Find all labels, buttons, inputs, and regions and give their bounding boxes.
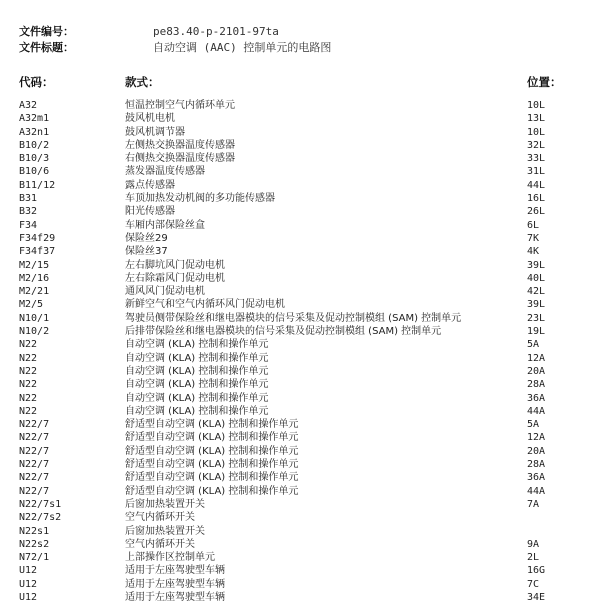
- table-row: [0, 139, 600, 152]
- model-cell: 鼓风机调节器: [125, 126, 185, 138]
- code-cell: N10/2: [19, 326, 50, 338]
- position-cell: 28A: [527, 379, 546, 391]
- code-cell: B31: [19, 193, 38, 205]
- code-cell: N22/7: [19, 459, 50, 471]
- code-cell: N22: [19, 365, 38, 377]
- table-row: [0, 525, 600, 538]
- table-row: [0, 99, 600, 112]
- doc-title-value: 自动空调 (AAC) 控制单元的电路图: [153, 41, 332, 54]
- model-cell: 自动空调 (KLA) 控制和操作单元: [125, 379, 269, 391]
- code-cell: N22/7: [19, 485, 50, 497]
- code-cell: N22s1: [19, 525, 50, 537]
- model-cell: 右侧热交换器温度传感器: [125, 153, 235, 165]
- code-cell: U12: [19, 578, 38, 590]
- table-row: [0, 511, 600, 524]
- position-cell: 4K: [527, 246, 540, 258]
- position-cell: 12A: [527, 352, 546, 364]
- code-cell: M2/15: [19, 259, 50, 271]
- table-row: [0, 458, 600, 471]
- table-row: [0, 338, 600, 351]
- code-cell: B10/3: [19, 153, 50, 165]
- model-cell: 舒适型自动空调 (KLA) 控制和操作单元: [125, 445, 299, 457]
- code-cell: M2/5: [19, 299, 44, 311]
- table-row: [0, 378, 600, 391]
- code-cell: N22/7: [19, 419, 50, 431]
- doc-title-label: 文件标题：: [19, 41, 74, 54]
- position-cell: 9A: [527, 538, 540, 550]
- model-cell: 蒸发器温度传感器: [125, 166, 205, 178]
- table-row: [0, 365, 600, 378]
- position-cell: 5A: [527, 339, 540, 351]
- code-cell: B11/12: [19, 179, 56, 191]
- code-cell: N22/7: [19, 432, 50, 444]
- position-cell: 16L: [527, 193, 546, 205]
- table-row: [0, 431, 600, 444]
- code-cell: U12: [19, 591, 38, 603]
- table-row: [0, 112, 600, 125]
- position-cell: 13L: [527, 113, 546, 125]
- code-cell: F34f29: [19, 232, 56, 244]
- code-cell: M2/21: [19, 286, 50, 298]
- table-row: [0, 485, 600, 498]
- model-cell: 舒适型自动空调 (KLA) 控制和操作单元: [125, 459, 299, 471]
- model-cell: 保险丝29: [125, 232, 168, 244]
- model-cell: 保险丝37: [125, 246, 168, 258]
- table-row: [0, 259, 600, 272]
- position-cell: 34E: [527, 591, 546, 603]
- column-header-code: 代码：: [19, 75, 54, 89]
- table-row: [0, 245, 600, 258]
- table-row: [0, 152, 600, 165]
- model-cell: 适用于左座驾驶型车辆: [125, 578, 225, 590]
- doc-number-label: 文件编号：: [19, 25, 74, 38]
- column-header-model: 款式：: [125, 75, 160, 89]
- position-cell: 39L: [527, 259, 546, 271]
- code-cell: B10/2: [19, 139, 50, 151]
- position-cell: 7A: [527, 498, 540, 510]
- table-row: [0, 285, 600, 298]
- position-cell: 26L: [527, 206, 546, 218]
- model-cell: 上部操作区控制单元: [125, 552, 215, 564]
- table-row: [0, 392, 600, 405]
- model-cell: 舒适型自动空调 (KLA) 控制和操作单元: [125, 419, 299, 431]
- table-row: [0, 591, 600, 604]
- model-cell: 适用于左座驾驶型车辆: [125, 591, 225, 603]
- table-row: [0, 272, 600, 285]
- table-row: [0, 126, 600, 139]
- model-cell: 车顶加热发动机阀的多功能传感器: [125, 193, 275, 205]
- model-cell: 左侧热交换器温度传感器: [125, 139, 235, 151]
- code-cell: N22: [19, 392, 38, 404]
- model-cell: 通风风门促动电机: [125, 286, 205, 298]
- table-row: [0, 564, 600, 577]
- code-cell: A32: [19, 100, 38, 111]
- table-row: [0, 578, 600, 591]
- table-row: [0, 405, 600, 418]
- code-cell: N22/7: [19, 445, 50, 457]
- model-cell: 自动空调 (KLA) 控制和操作单元: [125, 405, 269, 417]
- table-row: [0, 298, 600, 311]
- table-row: [0, 205, 600, 218]
- position-cell: 16G: [527, 565, 546, 577]
- position-cell: 40L: [527, 272, 546, 284]
- position-cell: 7K: [527, 232, 540, 244]
- table-row: [0, 179, 600, 192]
- model-cell: 舒适型自动空调 (KLA) 控制和操作单元: [125, 472, 299, 484]
- model-cell: 舒适型自动空调 (KLA) 控制和操作单元: [125, 432, 299, 444]
- position-cell: 12A: [527, 432, 546, 444]
- position-cell: 42L: [527, 286, 546, 298]
- table-row: [0, 418, 600, 431]
- model-cell: 露点传感器: [125, 179, 175, 191]
- table-row: [0, 219, 600, 232]
- doc-number-value: pe83.40-p-2101-97ta: [153, 25, 279, 38]
- code-cell: A32n1: [19, 126, 50, 138]
- code-cell: N72/1: [19, 552, 50, 564]
- table-row: [0, 325, 600, 338]
- code-cell: B10/6: [19, 166, 50, 178]
- position-cell: 44L: [527, 179, 546, 191]
- position-cell: 36A: [527, 392, 546, 404]
- code-cell: N22: [19, 405, 38, 417]
- code-cell: N22/7s1: [19, 498, 62, 510]
- code-cell: N22/7s2: [19, 512, 62, 524]
- position-cell: 19L: [527, 326, 546, 338]
- code-cell: F34: [19, 219, 38, 231]
- position-cell: 28A: [527, 459, 546, 471]
- table-row: [0, 192, 600, 205]
- code-cell: M2/16: [19, 272, 50, 284]
- model-cell: 空气内循环开关: [125, 512, 195, 524]
- table-row: [0, 551, 600, 564]
- model-cell: 后窗加热装置开关: [125, 498, 205, 510]
- table-row: [0, 352, 600, 365]
- component-list: [0, 99, 600, 604]
- table-row: [0, 538, 600, 551]
- model-cell: 驾驶员侧带保险丝和继电器模块的信号采集及促动控制模组 (SAM) 控制单元: [125, 312, 462, 324]
- model-cell: 阳光传感器: [125, 206, 175, 218]
- position-cell: 6L: [527, 219, 540, 231]
- model-cell: 左右除霜风门促动电机: [125, 272, 225, 284]
- code-cell: B32: [19, 206, 38, 218]
- code-cell: N22/7: [19, 472, 50, 484]
- position-cell: 31L: [527, 166, 546, 178]
- model-cell: 恒温控制空气内循环单元: [125, 100, 235, 111]
- position-cell: 39L: [527, 299, 546, 311]
- position-cell: 23L: [527, 312, 546, 324]
- table-row: [0, 498, 600, 511]
- position-cell: 20A: [527, 445, 546, 457]
- code-cell: N22s2: [19, 538, 50, 550]
- model-cell: 适用于左座驾驶型车辆: [125, 565, 225, 577]
- code-cell: F34f37: [19, 246, 56, 258]
- code-cell: N22: [19, 352, 38, 364]
- table-row: [0, 232, 600, 245]
- position-cell: 10L: [527, 126, 546, 138]
- model-cell: 舒适型自动空调 (KLA) 控制和操作单元: [125, 485, 299, 497]
- position-cell: 20A: [527, 365, 546, 377]
- column-header-position: 位置：: [527, 75, 562, 89]
- model-cell: 后窗加热装置开关: [125, 525, 205, 537]
- position-cell: 44A: [527, 405, 546, 417]
- table-row: [0, 165, 600, 178]
- model-cell: 新鲜空气和空气内循环风门促动电机: [125, 299, 285, 311]
- code-cell: U12: [19, 565, 38, 577]
- position-cell: 33L: [527, 153, 546, 165]
- model-cell: 自动空调 (KLA) 控制和操作单元: [125, 392, 269, 404]
- position-cell: 5A: [527, 419, 540, 431]
- position-cell: 32L: [527, 139, 546, 151]
- model-cell: 自动空调 (KLA) 控制和操作单元: [125, 339, 269, 351]
- code-cell: A32m1: [19, 113, 50, 125]
- position-cell: 7C: [527, 578, 540, 590]
- model-cell: 鼓风机电机: [125, 113, 175, 125]
- position-cell: 44A: [527, 485, 546, 497]
- position-cell: 36A: [527, 472, 546, 484]
- model-cell: 空气内循环开关: [125, 538, 195, 550]
- table-row: [0, 445, 600, 458]
- code-cell: N10/1: [19, 312, 50, 324]
- model-cell: 后排带保险丝和继电器模块的信号采集及促动控制模组 (SAM) 控制单元: [125, 326, 442, 338]
- position-cell: 2L: [527, 552, 540, 564]
- model-cell: 自动空调 (KLA) 控制和操作单元: [125, 352, 269, 364]
- code-cell: N22: [19, 339, 38, 351]
- model-cell: 左右脚坑风门促动电机: [125, 259, 225, 271]
- position-cell: 10L: [527, 100, 546, 111]
- model-cell: 车厢内部保险丝盒: [125, 219, 205, 231]
- table-row: [0, 471, 600, 484]
- table-row: [0, 312, 600, 325]
- code-cell: N22: [19, 379, 38, 391]
- model-cell: 自动空调 (KLA) 控制和操作单元: [125, 365, 269, 377]
